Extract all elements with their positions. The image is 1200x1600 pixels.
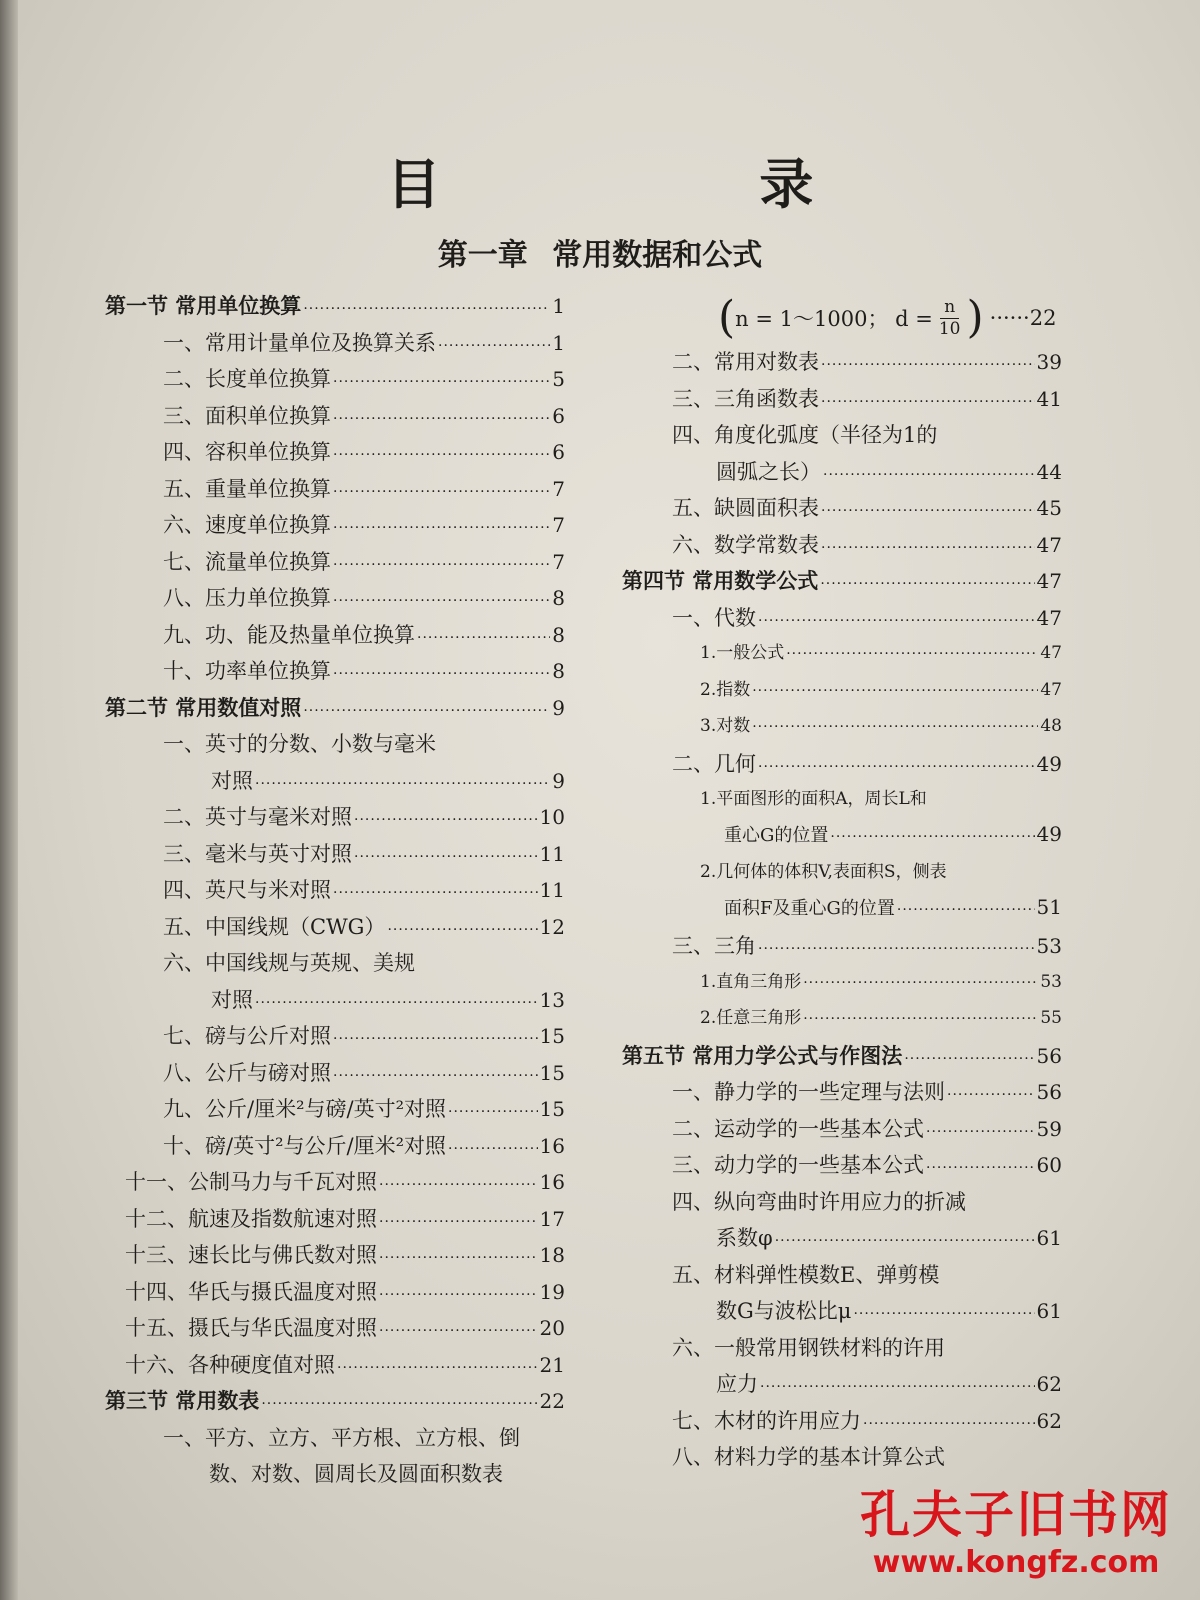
toc-entry-title: 三、毫米与英寸对照 — [163, 841, 352, 866]
toc-left-column — [105, 290, 565, 1495]
toc-entry — [622, 675, 1062, 712]
toc-leader-dots — [417, 630, 550, 646]
toc-entry — [622, 1332, 1062, 1369]
toc-entry-title: 四、容积单位换算 — [163, 440, 331, 464]
toc-leader-dots — [863, 1416, 1035, 1432]
formula-text: n = 1～1000； d = — [735, 307, 933, 331]
toc-leader-dots — [926, 1160, 1035, 1176]
toc-page-number: 55 — [1040, 1008, 1062, 1028]
toc-page-number: 53 — [1040, 971, 1062, 992]
toc-page-number: 56 — [1036, 1043, 1062, 1068]
toc-leader-dots — [752, 719, 1038, 735]
watermark — [860, 1475, 1172, 1580]
toc-entry-title: 五、材料弹性模数E、弹剪模 — [672, 1262, 940, 1287]
toc-entry — [105, 363, 565, 400]
toc-right-column — [622, 290, 1062, 1478]
toc-leader-dots — [830, 829, 1034, 845]
toc-section-entry — [105, 1385, 565, 1422]
toc-entry-title: 第二节 常用数值对照 — [105, 695, 302, 720]
toc-page-number: 49 — [1036, 821, 1062, 846]
toc-entry — [622, 1186, 1062, 1223]
toc-entry-title: 二、几何 — [672, 751, 756, 776]
toc-entry-title: 七、流量单位换算 — [163, 549, 331, 574]
toc-page-number: 7 — [552, 513, 565, 537]
toc-entry — [105, 1312, 565, 1349]
toc-entry — [622, 748, 1062, 785]
toc-section-entry — [622, 565, 1062, 602]
toc-entry — [622, 1405, 1062, 1442]
toc-entry — [105, 400, 565, 437]
toc-section-entry — [105, 692, 565, 729]
toc-leader-dots — [333, 411, 550, 427]
toc-entry-title: 一、英寸的分数、小数与毫米 — [163, 732, 436, 756]
toc-entry — [105, 619, 565, 656]
page-title: 目 录 — [386, 152, 964, 216]
toc-entry — [622, 821, 1062, 858]
toc-leader-dots — [333, 593, 550, 609]
toc-leader-dots — [303, 703, 550, 719]
toc-leader-dots — [333, 885, 538, 901]
toc-entry-title: 二、英寸与毫米对照 — [163, 805, 352, 829]
toc-leader-dots — [823, 467, 1035, 483]
toc-leader-dots — [354, 849, 538, 865]
toc-page-number: 1 — [552, 330, 565, 355]
toc-leader-dots — [947, 1087, 1035, 1103]
toc-page-number: 8 — [552, 622, 565, 647]
toc-entry-title: 1.一般公式 — [700, 643, 785, 663]
toc-entry — [105, 874, 565, 911]
formula-fraction — [939, 297, 961, 339]
toc-page-number: 6 — [552, 440, 565, 464]
toc-page-number: 59 — [1036, 1116, 1062, 1141]
toc-leader-dots — [438, 338, 550, 354]
toc-entry — [105, 1422, 565, 1459]
toc-entry-title: 系数φ — [716, 1226, 773, 1250]
left-paren: ( — [718, 292, 736, 343]
toc-page-number: 7 — [552, 476, 565, 501]
toc-page-number: 47 — [1036, 605, 1062, 630]
toc-leader-dots — [758, 941, 1035, 957]
toc-entry-title: 十六、各种硬度值对照 — [125, 1352, 335, 1377]
chapter-heading: 第一章 常用数据和公式 — [437, 238, 763, 273]
toc-entry-title: 八、压力单位换算 — [163, 586, 331, 610]
toc-leader-dots — [904, 1051, 1034, 1067]
toc-entry — [622, 967, 1062, 1004]
toc-entry-title: 九、公斤/厘米²与磅/英寸²对照 — [163, 1097, 446, 1121]
toc-entry — [622, 1076, 1062, 1113]
toc-leader-dots — [926, 1124, 1035, 1140]
right-paren: ) — [966, 292, 984, 343]
toc-entry-title: 1.直角三角形 — [700, 971, 802, 992]
toc-page-number: 45 — [1036, 496, 1062, 520]
toc-entry — [105, 838, 565, 875]
toc-entry-title: 九、功、能及热量单位换算 — [163, 622, 415, 647]
toc-entry — [105, 1130, 565, 1167]
toc-entry-title: 十五、摄氏与华氏温度对照 — [125, 1316, 377, 1340]
toc-page-number: 5 — [552, 367, 565, 391]
toc-page-number: 21 — [539, 1352, 565, 1377]
toc-page-number: 47 — [1040, 643, 1062, 663]
toc-leader-dots — [803, 1011, 1038, 1027]
toc-entry-title: 2.任意三角形 — [700, 1008, 802, 1028]
toc-entry — [105, 509, 565, 546]
toc-entry — [105, 1020, 565, 1057]
toc-entry-title: 2.几何体的体积V,表面积S，侧表 — [700, 862, 947, 882]
toc-page-number: 11 — [539, 841, 565, 866]
toc-entry — [622, 1259, 1062, 1296]
toc-leader-dots — [820, 576, 1034, 592]
toc-entry-title: 五、中国线规（CWG） — [163, 914, 386, 939]
toc-entry-title: 面积F及重心G的位置 — [724, 897, 895, 919]
toc-entry-title: 八、材料力学的基本计算公式 — [672, 1445, 945, 1469]
toc-page-number: 62 — [1036, 1372, 1062, 1396]
toc-leader-dots — [337, 1360, 538, 1376]
toc-entry — [622, 1149, 1062, 1186]
toc-entry-title: 六、数学常数表 — [672, 532, 819, 557]
toc-page-number: 10 — [539, 805, 565, 829]
toc-page-number: 61 — [1036, 1299, 1062, 1323]
toc-entry-title: 2.指数 — [700, 679, 751, 700]
toc-leader-dots — [379, 1323, 538, 1339]
toc-page-number: 62 — [1036, 1408, 1062, 1433]
toc-entry-title: 第四节 常用数学公式 — [622, 569, 819, 593]
toc-leader-dots — [333, 484, 550, 500]
toc-page-number: 13 — [539, 987, 565, 1012]
toc-entry-title: 二、运动学的一些基本公式 — [672, 1116, 924, 1141]
toc-entry — [622, 602, 1062, 639]
toc-leader-dots — [354, 812, 538, 828]
toc-entry — [622, 711, 1062, 748]
toc-leader-dots — [261, 1396, 537, 1412]
toc-page-number: 16 — [539, 1170, 565, 1194]
toc-page-number: 51 — [1036, 894, 1062, 919]
toc-entry — [105, 1349, 565, 1386]
toc-entry-title: 四、纵向弯曲时许用应力的折减 — [672, 1189, 966, 1214]
toc-entry — [105, 1203, 565, 1240]
toc-page-number: 1 — [552, 294, 565, 318]
toc-entry — [105, 765, 565, 802]
toc-entry-title: 二、长度单位换算 — [163, 367, 331, 391]
toc-entry — [105, 1166, 565, 1203]
toc-entry-title: 五、缺圆面积表 — [672, 496, 819, 520]
toc-entry-title: 十二、航速及指数航速对照 — [125, 1206, 377, 1231]
toc-entry — [105, 801, 565, 838]
toc-page-number: 41 — [1036, 386, 1062, 411]
toc-entry-title: 一、静力学的一些定理与法则 — [672, 1080, 945, 1104]
toc-entry — [622, 529, 1062, 566]
toc-formula-line — [622, 290, 1062, 346]
toc-page-number: 48 — [1040, 716, 1062, 736]
toc-entry-title: 第五节 常用力学公式与作图法 — [622, 1043, 903, 1068]
toc-entry — [622, 346, 1062, 383]
toc-entry-title: 十四、华氏与摄氏温度对照 — [125, 1279, 377, 1304]
toc-entry — [105, 1093, 565, 1130]
toc-entry-title: 二、常用对数表 — [672, 350, 819, 374]
toc-entry — [105, 436, 565, 473]
toc-entry — [105, 655, 565, 692]
toc-leader-dots — [333, 520, 550, 536]
toc-entry — [105, 582, 565, 619]
toc-entry-title: 十、功率单位换算 — [163, 659, 331, 683]
toc-leader-dots — [821, 394, 1035, 410]
toc-leader-dots — [821, 540, 1035, 556]
toc-page-number: 20 — [539, 1316, 565, 1340]
toc-page-number: 11 — [539, 878, 565, 902]
toc-leader-dots — [255, 995, 538, 1011]
toc-page-number: 8 — [552, 659, 565, 683]
toc-entry-title: 五、重量单位换算 — [163, 476, 331, 501]
toc-entry — [622, 419, 1062, 456]
toc-entry — [105, 1458, 565, 1495]
toc-leader-dots — [786, 646, 1038, 662]
toc-leader-dots — [303, 301, 550, 317]
toc-leader-dots — [255, 776, 550, 792]
toc-leader-dots — [853, 1306, 1034, 1322]
toc-page-number: 7 — [552, 549, 565, 574]
toc-page-number: 17 — [539, 1206, 565, 1231]
toc-entry — [105, 984, 565, 1021]
toc-leader-dots — [333, 447, 550, 463]
toc-entry-title: 对照 — [211, 987, 253, 1012]
toc-page-number: 16 — [539, 1133, 565, 1158]
toc-entry-title: 三、三角 — [672, 934, 756, 958]
toc-entry-title: 十三、速长比与佛氏数对照 — [125, 1243, 377, 1267]
toc-entry-title: 一、常用计量单位及换算关系 — [163, 330, 436, 355]
toc-entry-title: 第一节 常用单位换算 — [105, 294, 302, 318]
toc-entry — [622, 456, 1062, 493]
toc-entry — [105, 728, 565, 765]
toc-leader-dots — [758, 613, 1035, 629]
toc-page-number: 9 — [552, 768, 565, 793]
toc-leader-dots — [760, 1379, 1035, 1395]
toc-entry — [105, 327, 565, 364]
toc-leader-dots — [775, 1233, 1035, 1249]
toc-leader-dots — [379, 1214, 538, 1230]
toc-leader-dots — [758, 759, 1035, 775]
toc-entry-title: 一、代数 — [672, 605, 756, 630]
toc-leader-dots — [379, 1250, 538, 1266]
toc-entry-title: 对照 — [211, 768, 253, 793]
toc-entry — [105, 1239, 565, 1276]
toc-entry — [105, 546, 565, 583]
toc-page-number: 8 — [552, 586, 565, 610]
fraction-numerator: n — [940, 297, 959, 318]
toc-page-number: 49 — [1036, 751, 1062, 776]
formula-page: ······22 — [989, 306, 1057, 330]
toc-entry — [622, 894, 1062, 931]
toc-page-number: 39 — [1036, 350, 1062, 374]
toc-entry — [105, 947, 565, 984]
toc-entry-title: 1.平面图形的面积A，周长L和 — [700, 789, 927, 809]
toc-entry — [622, 1113, 1062, 1150]
toc-entry-title: 重心G的位置 — [724, 824, 829, 846]
toc-entry-title: 六、中国线规与英规、美规 — [163, 951, 415, 975]
toc-page-number: 47 — [1036, 569, 1062, 593]
toc-entry-title: 一、平方、立方、平方根、立方根、倒 — [163, 1425, 520, 1450]
toc-leader-dots — [333, 1068, 538, 1084]
toc-leader-dots — [448, 1104, 538, 1120]
toc-entry-title: 六、速度单位换算 — [163, 513, 331, 537]
toc-entry — [622, 383, 1062, 420]
toc-entry-title: 三、动力学的一些基本公式 — [672, 1153, 924, 1177]
toc-leader-dots — [333, 557, 550, 573]
toc-entry — [105, 473, 565, 510]
toc-entry — [622, 1441, 1062, 1478]
toc-entry — [105, 911, 565, 948]
toc-page-number: 19 — [539, 1279, 565, 1304]
toc-leader-dots — [897, 902, 1035, 918]
toc-entry-title: 六、一般常用钢铁材料的许用 — [672, 1335, 945, 1360]
toc-page-number: 12 — [539, 914, 565, 939]
toc-entry — [622, 1368, 1062, 1405]
toc-section-entry — [622, 1040, 1062, 1077]
toc-entry-title: 第三节 常用数表 — [105, 1389, 260, 1413]
toc-entry-title: 3.对数 — [700, 716, 751, 736]
toc-page-number: 18 — [539, 1243, 565, 1267]
toc-entry-title: 圆弧之长） — [716, 459, 821, 484]
toc-leader-dots — [803, 975, 1038, 991]
toc-page-number: 15 — [539, 1060, 565, 1085]
toc-leader-dots — [821, 357, 1035, 373]
toc-entry-title: 数、对数、圆周长及圆面积数表 — [209, 1462, 503, 1486]
toc-entry — [622, 1222, 1062, 1259]
toc-page-number: 60 — [1036, 1153, 1062, 1177]
watermark-url: www.kongfz.com — [872, 1545, 1160, 1580]
toc-entry — [622, 492, 1062, 529]
toc-entry-title: 七、木材的许用应力 — [672, 1408, 861, 1433]
toc-entry — [622, 638, 1062, 675]
toc-entry — [622, 930, 1062, 967]
toc-entry-title: 应力 — [716, 1372, 758, 1396]
toc-leader-dots — [448, 1141, 538, 1157]
toc-entry — [622, 857, 1062, 894]
toc-page-number: 22 — [539, 1389, 565, 1413]
toc-entry-title: 四、英尺与米对照 — [163, 878, 331, 902]
formula-page-number: 22 — [1029, 306, 1057, 330]
toc-leader-dots — [379, 1177, 538, 1193]
toc-entry-title: 四、角度化弧度（半径为1的 — [672, 423, 938, 447]
toc-entry-title: 七、磅与公斤对照 — [163, 1024, 331, 1048]
toc-page-number: 61 — [1036, 1226, 1062, 1250]
toc-entry-title: 十、磅/英寸²与公斤/厘米²对照 — [163, 1133, 446, 1158]
toc-entry — [105, 1276, 565, 1313]
toc-leader-dots — [333, 1031, 538, 1047]
toc-leader-dots — [821, 503, 1035, 519]
toc-leader-dots — [333, 374, 550, 390]
toc-entry-title: 十一、公制马力与千瓦对照 — [125, 1170, 377, 1194]
toc-entry — [622, 1003, 1062, 1040]
toc-page-number: 53 — [1036, 934, 1062, 958]
toc-section-entry — [105, 290, 565, 327]
toc-page-number: 44 — [1036, 459, 1062, 484]
toc-page-number: 15 — [539, 1024, 565, 1048]
watermark-text: 孔夫子旧书网 — [860, 1486, 1172, 1544]
toc-page-number: 9 — [552, 695, 565, 720]
toc-entry-title: 三、面积单位换算 — [163, 403, 331, 428]
toc-page-number: 47 — [1036, 532, 1062, 557]
fraction-denominator: 10 — [938, 318, 961, 339]
toc-entry-title: 八、公斤与磅对照 — [163, 1060, 331, 1085]
toc-leader-dots — [387, 922, 537, 938]
toc-entry — [622, 1295, 1062, 1332]
toc-entry-title: 三、三角函数表 — [672, 386, 819, 411]
toc-leader-dots — [379, 1287, 538, 1303]
toc-page-number: 47 — [1040, 679, 1062, 700]
toc-page-number: 15 — [539, 1097, 565, 1121]
toc-leader-dots — [752, 683, 1038, 699]
toc-entry — [622, 784, 1062, 821]
toc-entry — [105, 1057, 565, 1094]
toc-leader-dots — [333, 666, 550, 682]
toc-entry-title: 数G与波松比μ — [716, 1299, 852, 1323]
toc-page-number: 56 — [1036, 1080, 1062, 1104]
toc-page-number: 6 — [552, 403, 565, 428]
